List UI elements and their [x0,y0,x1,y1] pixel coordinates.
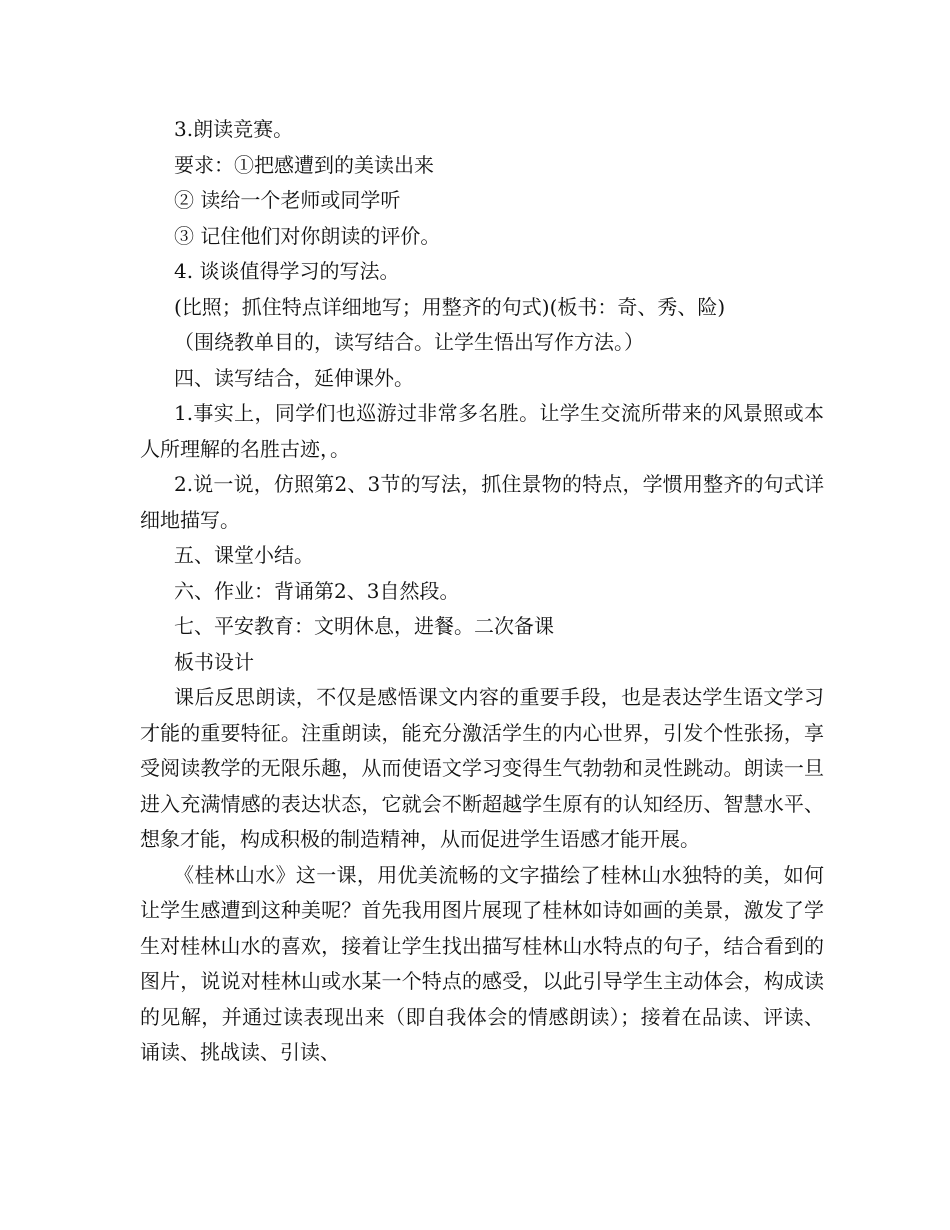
section-heading-seven: 七、平安教育：文明休息，进餐。二次备课 [174,614,554,638]
paragraph-requirement-2: ② 读给一个老师或同学听 [174,188,401,212]
paragraph-requirement-3: ③ 记住他们对你朗读的评价。 [174,223,441,248]
section-heading-four: 四、读写结合，延伸课外。 [174,365,414,390]
section-heading-six: 六、作业：背诵第2、3自然段。 [174,578,460,603]
paragraph-item-2: 2.说一说，仿照第2、3节的写法，抓住景物的特点，学惯用整齐的句式详细地描写。 [140,472,824,532]
section-heading-five: 五、课堂小结。 [174,543,314,567]
paragraph-requirement-1: 要求：①把感遭到的美读出来 [174,152,434,177]
paragraph-reading-contest: 3.朗读竞赛。 [174,117,294,141]
paragraph-reflection: 课后反思朗读，不仅是感悟课文内容的重要手段，也是表达学生语文学习才能的重要特征。注重朗读，能充分激活学生的内心世界，引发个性张扬，享受阅读教学的无限乐趣，从而使语文学习变得生气勃勃和灵性跳动。朗读一旦进入充满情感的表达状态，它就会不断超越学生原有的认知经历、智慧水平、想象才能，构成积极的制造精神，从而促进学生语感才能开展。 [140,685,824,851]
paragraph-board-notes: (比照；抓住特点详细地写；用整齐的句式)(板书：奇、秀、险) [174,294,726,319]
section-heading-board-design: 板书设计 [174,649,254,674]
paragraph-goal-note: （围绕教单目的，读写结合。让学生悟出写作方法。） [174,330,644,354]
paragraph-writing-method: 4. 谈谈值得学习的写法。 [174,259,400,283]
document-body [140,112,824,1071]
paragraph-item-1: 1.事实上，同学们也巡游过非常多名胜。让学生交流所带来的风景照或本人所理解的名胜古迹，。 [140,401,824,461]
paragraph-guilin-lesson: 《桂林山水》这一课，用优美流畅的文字描绘了桂林山水独特的美，如何让学生感遭到这种美呢？首先我用图片展现了桂林如诗如画的美景，激发了学生对桂林山水的喜欢，接着让学生找出描写桂林山水特点的句子，结合看到的图片，说说对桂林山或水某一个特点的感受，以此引导学生主动体会，构成读的见解，并通过读表现出来（即自我体会的情感朗读）；接着在品读、评读、诵读、挑战读、引读、 [140,862,824,1064]
